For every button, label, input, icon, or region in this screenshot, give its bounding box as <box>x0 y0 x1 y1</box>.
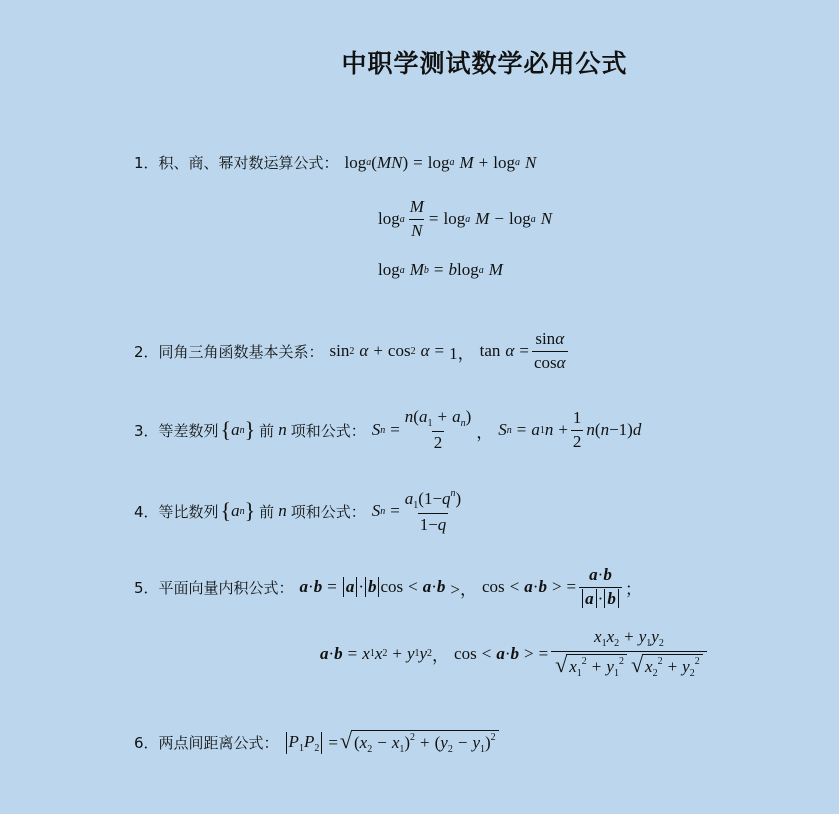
dot-product-formula: a · b = a · b cos < a · b >， cos < a · b > = $\frac{a\cdot b}{a \cdot b}$ ； <box>299 565 642 608</box>
trig-identity-formula: sin 2 α + cos 2 α = 1， tan α = $\frac{\sin\alpha}{\cos\alpha}$ <box>329 329 566 372</box>
formula-5-row <box>134 566 642 608</box>
dot-product-coordinate-formula: a · b = x 1 x 2 + y 1 y 2 ， cos < a · b > = $x_1x_2 + y_1y_2$ √ $x_1^2 + y_1^2$ √ $x_2^2 + y_2^2$ <box>320 628 710 679</box>
formula-1-label: 1．积、商、幂对数运算公式： <box>134 154 339 172</box>
formula-4-row: 4．等比数列 { a n } 前 n 项和公式： S n = $\frac{a_1(1-q^n)}{1-q}$ <box>134 488 466 535</box>
log-quotient-formula: log a $\frac{M}{N}$ = log a M − log a N <box>378 197 553 240</box>
formula-4-label: 4．等比数列 <box>134 502 219 521</box>
formula-3-label: 3．等差数列 <box>134 421 219 440</box>
log-power-formula: log a M b = b log a M <box>378 260 503 279</box>
formula-1-row <box>134 152 536 173</box>
page-title: 中职学测试数学必用公式 <box>341 49 628 78</box>
distance-formula: $P_1P_2$ = √ $(x_2 - x_1)^2 + (y_2 - y_1)^2$ <box>285 730 501 755</box>
geometric-sum-formula: S n = $\frac{a_1(1-q^n)}{1-q}$ <box>371 488 462 534</box>
formula-6-row <box>134 730 501 755</box>
log-product-formula: log a ( MN ) = log a M + log a N <box>344 152 537 172</box>
arithmetic-sum-formula: S n = $\frac{n(a_1 + a_n)}{2}$ ， S n = a 1 n + $\frac{1}{2}$ n ( n −1) d <box>371 407 642 452</box>
formula-2-row <box>134 330 571 372</box>
formula-6-label: 6．两点间距离公式： <box>134 734 279 752</box>
formula-3-row: 3．等差数列 { a n } 前 n 项和公式： S n = $\frac{n(a_1 + a_n)}{2}$ ， S n = a 1 n + $\frac{1}{2}$ n ( n −1) d <box>134 407 642 452</box>
formula-2-label: 2．同角三角函数基本关系： <box>134 342 324 361</box>
formula-5-label: 5．平面向量内积公式： <box>134 578 294 597</box>
